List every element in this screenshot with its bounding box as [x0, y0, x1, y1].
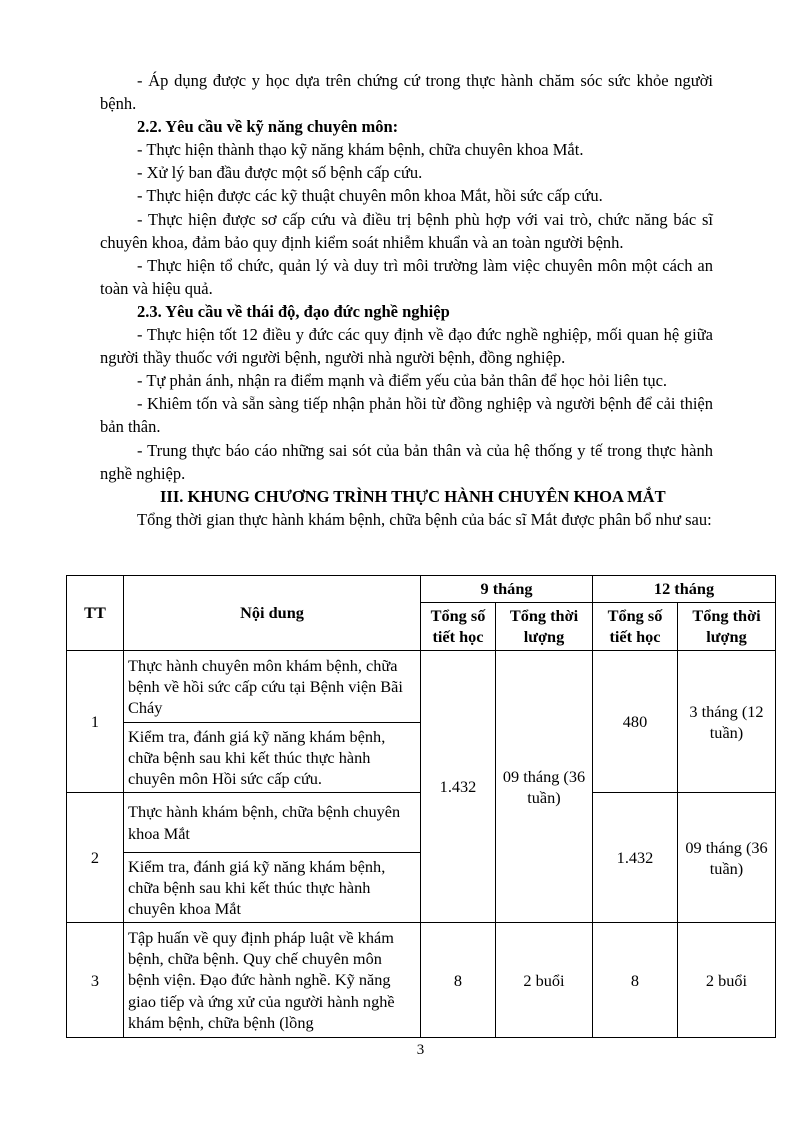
- header-cell-9-thang: 9 tháng: [421, 576, 593, 603]
- paragraph-skill-5: - Thực hiện tổ chức, quản lý và duy trì môi trường làm việc chuyên môn một cách an toàn và hiệu quả.: [100, 255, 713, 298]
- header-cell-12-thang: 12 tháng: [593, 576, 776, 603]
- paragraph-skill-4: - Thực hiện được sơ cấp cứu và điều trị bệnh phù hợp với vai trò, chức năng bác sĩ chuyên khoa, đảm bảo quy định kiểm soát nhiễm khuẩn và an toàn người bệnh.: [100, 209, 713, 252]
- paragraph-skill-1: - Thực hiện thành thạo kỹ năng khám bệnh, chữa chuyên khoa Mắt.: [137, 140, 584, 160]
- body-text-block: [100, 69, 713, 531]
- heading-section-3: III. KHUNG CHƯƠNG TRÌNH THỰC HÀNH CHUYÊN KHOA MẮT: [160, 486, 666, 506]
- training-program-table: [66, 575, 776, 1038]
- header-cell-9m-duration: Tổng thời lượng: [496, 603, 593, 651]
- paragraph-skill-2: - Xử lý ban đầu được một số bệnh cấp cứu.: [137, 163, 423, 183]
- cell-9m-periods-shared: 1.432: [421, 651, 496, 923]
- cell-tt-3: 3: [67, 923, 124, 1038]
- paragraph-ethics-3: - Khiêm tốn và sẵn sàng tiếp nhận phản hồi từ đồng nghiệp và người bệnh để cải thiện bản thân.: [100, 394, 713, 437]
- cell-content-1a: Thực hành chuyên môn khám bệnh, chữa bệnh về hồi sức cấp cứu tại Bệnh viện Bãi Cháy: [124, 651, 421, 723]
- table-row-1a: [67, 651, 776, 723]
- paragraph-ethics-4: - Trung thực báo cáo những sai sót của bản thân và của hệ thống y tế trong thực hành nghề nghiệp.: [100, 440, 713, 483]
- paragraph-ethics-2: - Tự phản ánh, nhận ra điểm mạnh và điểm yếu của bản thân để học hỏi liên tục.: [137, 371, 668, 391]
- cell-tt-1: 1: [67, 651, 124, 793]
- cell-tt-2: 2: [67, 793, 124, 923]
- cell-content-1b: Kiểm tra, đánh giá kỹ năng khám bệnh, chữa bệnh sau khi kết thúc thực hành chuyên môn Hồi sức cấp cứu.: [124, 723, 421, 793]
- heading-2-3: 2.3. Yêu cầu về thái độ, đạo đức nghề nghiệp: [137, 301, 450, 321]
- cell-12m-periods-2: 1.432: [593, 793, 678, 923]
- page-number: 3: [416, 1042, 425, 1058]
- cell-12m-duration-1: 3 tháng (12 tuần): [678, 651, 776, 793]
- paragraph-ethics-1: - Thực hiện tốt 12 điều y đức các quy định về đạo đức nghề nghiệp, mối quan hệ giữa người thầy thuốc với người bệnh, người nhà người bệnh, đồng nghiệp.: [100, 325, 713, 368]
- header-cell-noi-dung: Nội dung: [124, 576, 421, 651]
- cell-12m-periods-3: 8: [593, 923, 678, 1038]
- table-row-3: [67, 923, 776, 1038]
- paragraph-skill-3: - Thực hiện được các kỹ thuật chuyên môn khoa Mắt, hồi sức cấp cứu.: [137, 186, 603, 206]
- cell-content-3: Tập huấn về quy định pháp luật về khám bệnh, chữa bệnh. Quy chế chuyên môn bệnh viện. Đạo đức hành nghề. Kỹ năng giao tiếp và ứng xử của người hành nghề khám bệnh, chữa bệnh (lồng: [124, 923, 421, 1038]
- header-cell-12m-duration: Tổng thời lượng: [678, 603, 776, 651]
- cell-content-2b: Kiểm tra, đánh giá kỹ năng khám bệnh, chữa bệnh sau khi kết thúc thực hành chuyên khoa Mắt: [124, 853, 421, 923]
- cell-12m-periods-1: 480: [593, 651, 678, 793]
- cell-content-2a: Thực hành khám bệnh, chữa bệnh chuyên khoa Mắt: [124, 793, 421, 853]
- table-intro-text: Tổng thời gian thực hành khám bệnh, chữa bệnh của bác sĩ Mắt được phân bổ như sau:: [137, 509, 712, 529]
- paragraph-apply-evidence: - Áp dụng được y học dựa trên chứng cứ trong thực hành chăm sóc sức khỏe người bệnh.: [100, 71, 713, 114]
- table-header-row-groups: [67, 576, 776, 603]
- cell-9m-duration-3: 2 buổi: [496, 923, 593, 1038]
- header-cell-12m-periods: Tổng số tiết học: [593, 603, 678, 651]
- header-cell-tt: TT: [67, 576, 124, 651]
- heading-2-2: 2.2. Yêu cầu về kỹ năng chuyên môn:: [137, 117, 399, 137]
- header-cell-9m-periods: Tổng số tiết học: [421, 603, 496, 651]
- cell-9m-duration-shared: 09 tháng (36 tuần): [496, 651, 593, 923]
- cell-12m-duration-3: 2 buổi: [678, 923, 776, 1038]
- cell-12m-duration-2: 09 tháng (36 tuần): [678, 793, 776, 923]
- cell-9m-periods-3: 8: [421, 923, 496, 1038]
